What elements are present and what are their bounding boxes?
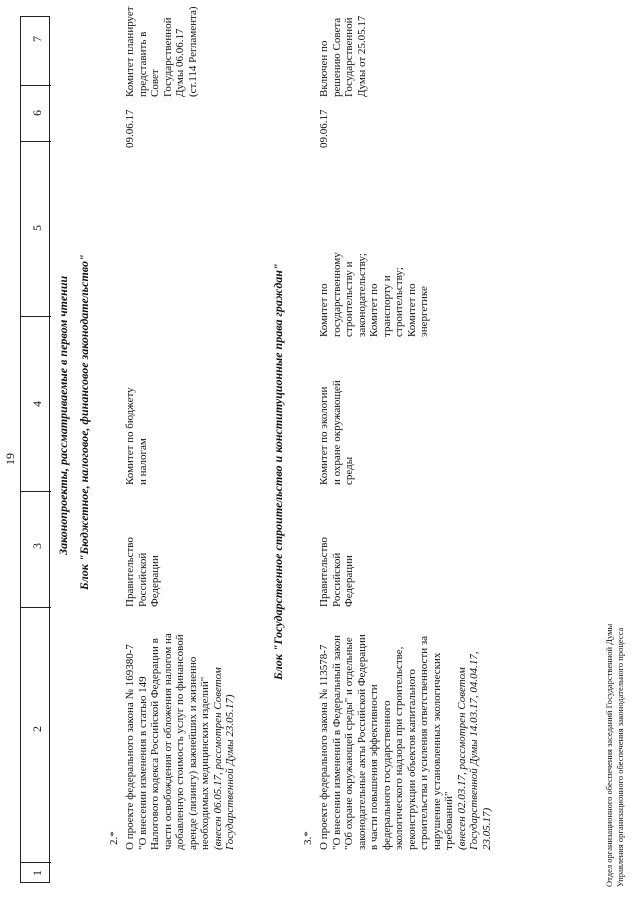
col-1: 1 [30, 870, 44, 876]
co-committee-line: законодательству; [355, 253, 368, 337]
item-number: 2.* [108, 831, 120, 845]
committee-line: Комитет по экологии [318, 386, 330, 485]
note-line: (ст.114 Регламента) [186, 6, 199, 97]
author-line: Правительство [318, 537, 330, 607]
section-title: Законопроекты, рассматриваемые в первом чтении [56, 275, 70, 555]
desc-line: "О внесении изменений в Федеральный закон [330, 635, 343, 850]
col-7: 7 [30, 36, 44, 42]
desc-line: "Об охране окружающей среды" и отдельные [343, 637, 355, 850]
author-line: Федерации [149, 555, 161, 607]
desc-note-line: (внесен 02.03.17, рассмотрен Советом [455, 667, 468, 850]
note-line: представить в Совет [136, 31, 161, 97]
co-committee-line: Комитет по [405, 283, 418, 337]
item-committee [124, 335, 149, 485]
note-line: решению Совета [330, 17, 343, 97]
desc-note-line: 23.05.17) [480, 807, 493, 850]
desc-line: строительства и усиления ответственности за [418, 635, 430, 850]
desc-line: экологического надзора при строительстве, [393, 646, 405, 850]
col-5: 5 [30, 225, 44, 231]
desc-line: в части повышения эффективности [368, 684, 380, 850]
note-line: Комитет планирует [124, 6, 136, 97]
note-line: Думы от 25.05.17 [355, 15, 368, 97]
item-note [318, 2, 368, 97]
author-line: Федерации [343, 555, 355, 607]
col-4: 4 [30, 401, 44, 407]
item-committee [318, 335, 356, 485]
co-committee-line: энергетике [418, 286, 430, 337]
committee-line: и налогам [136, 438, 149, 485]
co-committee-line: Комитет по [368, 283, 380, 337]
block-title: Блок "Государственное строительство и конституционные права граждан" [271, 263, 285, 680]
desc-line: нарушение установленных экологических [430, 652, 443, 850]
author-line: Российской [136, 552, 149, 607]
desc-line: О проекте федерального закона № 169380-7 [124, 644, 136, 850]
co-committee-line: государственному [330, 252, 343, 337]
col-6: 6 [30, 110, 44, 116]
desc-line: Налогового кодекса Российской Федерации в [149, 638, 161, 850]
note-line: Государственной [343, 17, 355, 97]
desc-note-line: Государственной Думы 14.03.17, 04.04.17, [468, 651, 480, 850]
co-committee-line: строительству и [343, 261, 355, 337]
co-committee-line: Комитет по [318, 283, 330, 337]
col-3: 3 [30, 543, 44, 549]
footer-line: Отдел организационного обеспечения заседаний Государственной Думы [604, 623, 614, 887]
item-date: 09.06.17 [318, 109, 330, 148]
item-number: 3.* [302, 831, 314, 845]
page-number: 19 [3, 453, 17, 465]
committee-line: Комитет по бюджету [124, 387, 136, 485]
author-line: Российской [330, 552, 343, 607]
desc-line: "О внесении изменения в статью 149 [136, 676, 149, 850]
desc-line: федерального государственного [380, 700, 393, 850]
desc-line: реконструкции объектов капитального [405, 669, 418, 850]
note-line: Включен по [318, 40, 330, 97]
item-author [318, 507, 356, 607]
committee-line: среды [343, 456, 355, 485]
co-committee-line: строительству; [393, 267, 405, 337]
note-line: Думы 06.06.17 [174, 28, 186, 97]
desc-line: законодательные акты Российской Федерации [355, 634, 368, 850]
item-date: 09.06.17 [124, 109, 136, 148]
desc-line: части освобождения от обложения налогом на [161, 633, 174, 850]
author-line: Правительство [124, 537, 136, 607]
column-header-row [20, 16, 50, 883]
item-co-committees [318, 212, 431, 337]
footer-line: Управления организационного обеспечения законодательного процесса [615, 627, 625, 887]
note-line: Государственной [161, 17, 174, 97]
desc-line: О проекте федерального закона № 113578-7 [318, 644, 330, 850]
desc-line: добавленную стоимость услуг по финансовой [174, 634, 186, 850]
item-note [124, 2, 199, 97]
desc-note-line: Государственной Думы 23.05.17) [224, 694, 236, 850]
co-committee-line: транспорту и [380, 275, 393, 337]
footer [604, 467, 626, 887]
item-author [124, 507, 162, 607]
col-2: 2 [30, 726, 44, 732]
committee-line: и охране окружающей [330, 380, 343, 485]
desc-note-line: (внесен 06.05.17, рассмотрен Советом [211, 667, 224, 850]
desc-line: аренде (лизингу) важнейших и жизненно [186, 656, 199, 850]
item-description [318, 605, 493, 850]
desc-line: требований" [443, 791, 455, 850]
block-title: Блок "Бюджетное, налоговое, финансовое законодательство" [77, 254, 91, 590]
desc-line: необходимых медицинских изделий" [199, 676, 211, 850]
item-description [124, 605, 237, 850]
